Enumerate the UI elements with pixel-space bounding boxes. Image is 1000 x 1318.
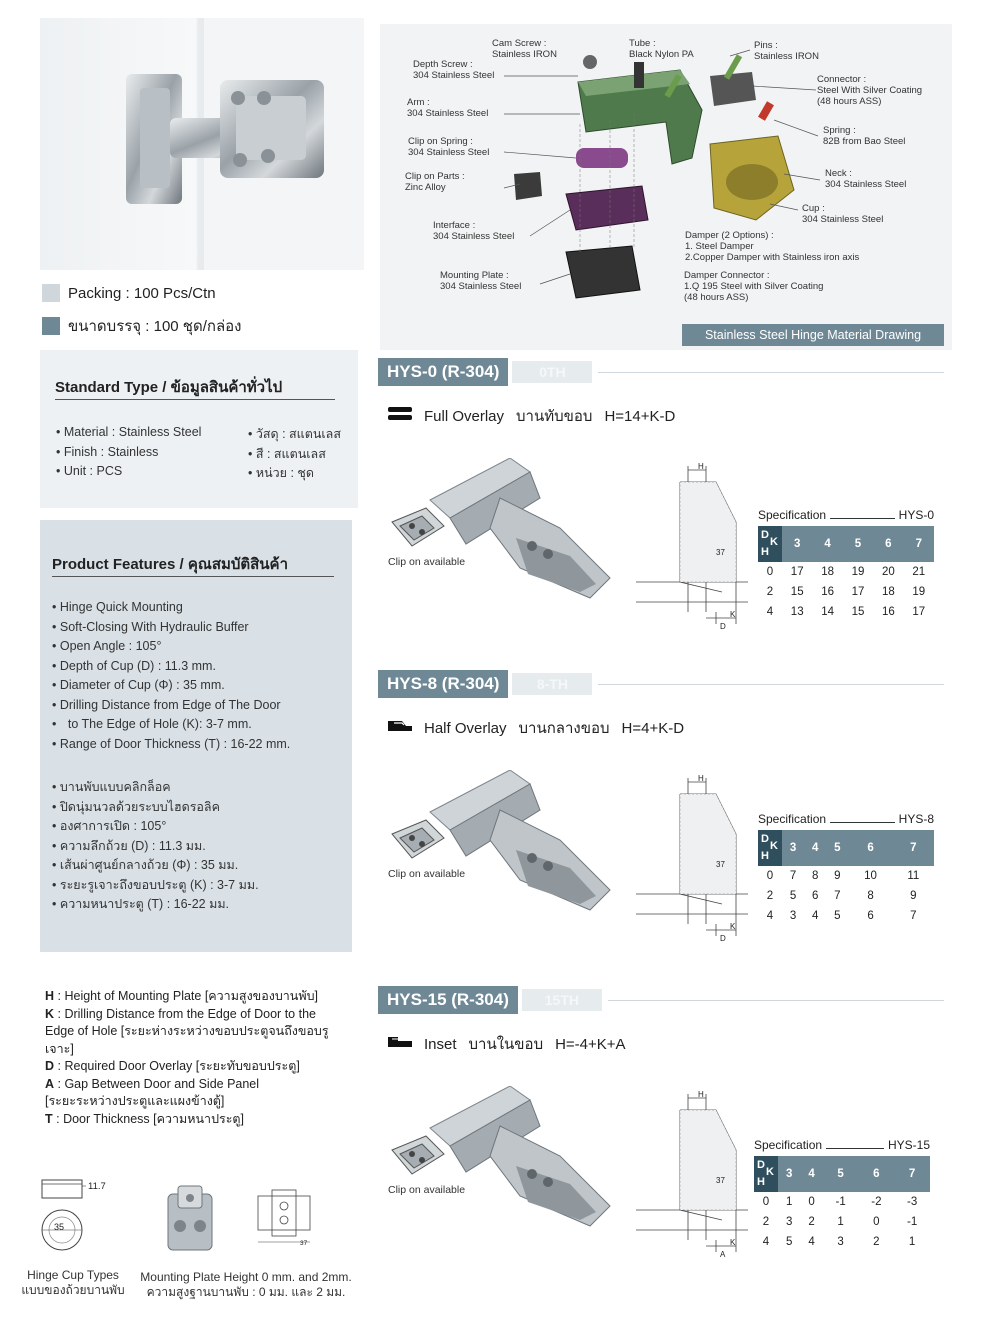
dim-bottom-label: D xyxy=(720,934,726,943)
spec-header xyxy=(758,812,934,826)
standard-th-item: • หน่วย : ชุด xyxy=(248,464,341,484)
spec-cell: 3 xyxy=(789,910,797,922)
spec-h-value: 4 xyxy=(766,606,774,618)
legend-line-k-cont xyxy=(45,1023,345,1058)
label-material: 304 Stainless Steel xyxy=(825,179,907,190)
legend-line-k xyxy=(45,1006,345,1024)
spec-row xyxy=(754,1232,930,1252)
spec-k-value: 5 xyxy=(823,1156,859,1192)
label-title: Depth Screw : xyxy=(413,59,473,70)
spec-cell: 9 xyxy=(834,870,841,882)
feature-en-item: • Open Angle : 105° xyxy=(52,637,290,657)
overlay-en: Full Overlay xyxy=(424,407,505,425)
drawing-caption: Stainless Steel Hinge Material Drawing xyxy=(682,324,944,346)
spec-cell: 2 xyxy=(808,1216,815,1228)
spec-underline xyxy=(830,518,895,519)
label-title: Interface : xyxy=(433,220,476,231)
label-title: Tube : xyxy=(629,38,656,49)
feature-en-item: • Diameter of Cup (Φ) : 35 mm. xyxy=(52,676,290,696)
spec-head-row xyxy=(754,1156,930,1192)
packing-en: Packing : 100 Pcs/Ctn xyxy=(68,284,216,302)
label-cup xyxy=(802,203,883,225)
cup-diameter-value: 35 xyxy=(54,1222,65,1232)
spec-axis-d: D xyxy=(761,833,769,845)
spec-cell: 0 xyxy=(873,1216,880,1228)
hinge-technical-drawing xyxy=(636,462,748,636)
label-depth-screw xyxy=(413,59,494,81)
spec-cell: 15 xyxy=(790,586,804,598)
label-title: Clip on Parts : xyxy=(405,171,465,182)
spec-model: HYS-0 xyxy=(898,508,934,522)
legend-lines xyxy=(45,988,345,1128)
standard-en-item: • Unit : PCS xyxy=(56,462,201,482)
plate-height-caption xyxy=(138,1270,354,1300)
spec-row xyxy=(758,886,934,906)
model-tag: HYS-8 (R-304) xyxy=(378,670,508,698)
spec-k-value: 7 xyxy=(904,526,934,562)
label-material: Steel With Silver Coating xyxy=(817,85,923,96)
model-rule xyxy=(598,684,944,685)
mounting-plate-outline xyxy=(248,1186,328,1256)
label-material: Stainless IRON xyxy=(754,51,819,62)
clip-on-caption: Clip on available xyxy=(388,868,466,880)
label-pins xyxy=(754,40,819,62)
spec-cell: 1 xyxy=(908,1236,916,1248)
spec-cell: 11 xyxy=(907,870,920,882)
label-title: Cam Screw : xyxy=(492,38,547,49)
packing-en-row xyxy=(42,284,216,302)
packing-swatch-dark xyxy=(42,317,60,335)
spec-row xyxy=(758,866,934,886)
dim-k-label: K xyxy=(730,922,736,931)
mounting-plate-photo xyxy=(150,1180,230,1260)
legend-text: : Drilling Distance from the Edge of Door to the xyxy=(57,1006,316,1021)
feature-th-item: • ความหนาประตู (T) : 16-22 มม. xyxy=(52,895,259,915)
spec-title: Specification xyxy=(758,508,827,522)
overlay-formula: H=14+K-D xyxy=(604,407,676,425)
spec-head-row xyxy=(758,526,934,562)
spec-k-value: 4 xyxy=(804,830,826,866)
model-rule xyxy=(608,1000,944,1001)
label-material: Stainless IRON xyxy=(492,49,557,60)
spec-k-value: 3 xyxy=(782,830,804,866)
hinge-product-image xyxy=(420,770,620,920)
spec-k-value: 4 xyxy=(800,1156,822,1192)
spec-title: Specification xyxy=(754,1138,823,1152)
spec-cell: 17 xyxy=(851,586,865,598)
spec-h-value: 4 xyxy=(766,910,774,922)
standard-title-rule xyxy=(55,399,335,400)
spec-cell: 6 xyxy=(867,910,874,922)
label-title: Neck : xyxy=(825,168,852,179)
label-note: (48 hours ASS) xyxy=(684,292,749,303)
model-header xyxy=(378,358,944,386)
spec-cell: 19 xyxy=(912,586,926,598)
spec-cell: 4 xyxy=(808,1236,815,1248)
spec-cell: 2 xyxy=(873,1236,880,1248)
label-title: Cup : xyxy=(802,203,825,214)
spec-cell: 7 xyxy=(910,910,917,922)
spec-h-value: 2 xyxy=(766,586,774,598)
standard-type-box xyxy=(40,350,358,508)
overlay-formula: H=4+K-D xyxy=(621,719,685,737)
legend-text: [ระยะระหว่างประตูและแผงข้างตู้] xyxy=(45,1094,225,1108)
legend-key: K xyxy=(45,1006,55,1021)
spec-cell: 5 xyxy=(785,1236,793,1248)
spec-cell: 10 xyxy=(864,870,877,882)
mounting-plate-drawing xyxy=(150,1180,230,1260)
legend-line-h xyxy=(45,988,345,1006)
clip-on-small-image xyxy=(386,1130,450,1186)
overlay-line xyxy=(388,404,675,428)
spec-h-value: 4 xyxy=(762,1236,770,1248)
feature-en-item: • Range of Door Thickness (T) : 16-22 mm. xyxy=(52,735,290,755)
legend-text: : Door Thickness [ความหนาประตู] xyxy=(56,1111,245,1126)
clip-on-caption: Clip on available xyxy=(388,556,466,568)
overlay-en: Half Overlay xyxy=(424,719,507,737)
spec-axis-h: H xyxy=(761,850,769,862)
feature-th-item: • บานพับแบบคลิกล็อค xyxy=(52,778,259,798)
spec-k-value: 5 xyxy=(843,526,873,562)
spec-cell: 18 xyxy=(881,586,895,598)
feature-en-continuation xyxy=(52,715,290,735)
spec-cell: 1 xyxy=(785,1196,793,1208)
spec-axis-k: K xyxy=(770,536,778,548)
spec-cell: -1 xyxy=(906,1216,918,1228)
spec-k-value: 7 xyxy=(893,830,934,866)
legend-line-a xyxy=(45,1076,345,1094)
overlay-type-icon xyxy=(388,1035,412,1053)
spec-row xyxy=(758,582,934,602)
standard-title: Standard Type / ข้อมูลสินค้าทั่วไป xyxy=(55,379,283,396)
spec-k-value: 3 xyxy=(782,526,812,562)
spec-cell: 8 xyxy=(867,890,874,902)
cup-types-caption xyxy=(18,1268,128,1298)
spec-k-value: 3 xyxy=(778,1156,800,1192)
material-drawing xyxy=(380,24,952,350)
spec-row xyxy=(758,906,934,926)
model-tag: HYS-0 (R-304) xyxy=(378,358,508,386)
legend-key: A xyxy=(45,1076,55,1091)
cup-types-en: Hinge Cup Types xyxy=(27,1268,119,1282)
spec-cell: 3 xyxy=(837,1236,844,1248)
spec-axis-corner xyxy=(754,1156,778,1192)
hinge-cup-diagram xyxy=(28,1172,118,1262)
feature-th-item: • เส้นผ่าศูนย์กลางถ้วย (Φ) : 35 มม. xyxy=(52,856,259,876)
spec-table-block xyxy=(754,1138,930,1252)
standard-th-list xyxy=(248,425,341,484)
dim-h-label: H xyxy=(698,774,704,783)
standard-th-item: • สี : สแตนเลส xyxy=(248,445,341,465)
spec-axis-h: H xyxy=(761,546,769,558)
label-material: 304 Stainless Steel xyxy=(413,70,495,81)
spec-cell: 16 xyxy=(881,606,895,618)
feature-en-continuation-text: to The Edge of Hole (K): 3-7 mm. xyxy=(67,717,252,731)
spec-axis-corner xyxy=(758,830,782,866)
model-tag: HYS-15 (R-304) xyxy=(378,986,518,1014)
overlay-line xyxy=(388,1032,626,1056)
label-material: 304 Stainless Steel xyxy=(408,147,490,158)
spec-cell: 13 xyxy=(790,606,804,618)
label-material: 304 Stainless Steel xyxy=(440,281,522,292)
label-material: Black Nylon PA xyxy=(629,49,694,60)
label-clip-parts xyxy=(405,171,465,193)
model-header xyxy=(378,986,944,1014)
legend-key: D xyxy=(45,1059,55,1073)
label-title: Damper (2 Options) : xyxy=(685,230,774,241)
standard-en-list xyxy=(56,423,201,482)
spec-cell: 14 xyxy=(821,606,834,618)
dim-h-label: H xyxy=(698,462,704,471)
legend-text: : Gap Between Door and Side Panel xyxy=(57,1076,260,1091)
overlay-type-icon xyxy=(388,719,412,737)
spec-cell: 8 xyxy=(812,870,819,882)
feature-en-item: • Soft-Closing With Hydraulic Buffer xyxy=(52,618,290,638)
dim-37-label: 37 xyxy=(716,860,725,869)
spec-cell: 5 xyxy=(789,890,797,902)
label-mounting-plate xyxy=(440,270,521,292)
hinge-technical-drawing xyxy=(636,774,748,948)
label-option: 1. Steel Damper xyxy=(685,241,754,252)
plate-height-th: ความสูงฐานบานพับ : 0 มม. และ 2 มม. xyxy=(146,1285,346,1299)
spec-k-value: 6 xyxy=(873,526,903,562)
spec-h-value: 0 xyxy=(762,1196,770,1208)
legend-key: T xyxy=(45,1111,53,1126)
spec-cell: 7 xyxy=(834,890,841,902)
label-damper xyxy=(685,230,859,263)
spec-axis-k: K xyxy=(766,1166,774,1178)
clip-on-small-image xyxy=(386,814,450,870)
label-title: Pins : xyxy=(754,40,778,51)
label-spring xyxy=(823,125,905,147)
label-material: Zinc Alloy xyxy=(405,182,446,193)
label-title: Arm : xyxy=(407,97,430,108)
product-features-box xyxy=(40,520,352,952)
label-option: 2.Copper Damper with Stainless iron axis xyxy=(685,252,860,263)
dim-37-label: 37 xyxy=(716,1176,725,1185)
spec-cell: 3 xyxy=(785,1216,793,1228)
spec-table xyxy=(758,526,934,622)
clip-on-caption: Clip on available xyxy=(388,1184,466,1196)
label-material: 304 Stainless Steel xyxy=(433,231,515,242)
model-rule xyxy=(598,372,944,373)
dim-h-label: H xyxy=(698,1090,704,1099)
packing-th-row xyxy=(42,314,242,338)
dim-bottom-label: D xyxy=(720,622,726,631)
legend-line-t xyxy=(45,1111,345,1129)
packing-th: ขนาดบรรจุ : 100 ชุด/กล่อง xyxy=(68,318,242,335)
packing-swatch-light xyxy=(42,284,60,302)
spec-cell: 15 xyxy=(851,606,865,618)
spec-model: HYS-8 xyxy=(898,812,934,826)
hinge-photo-illustration xyxy=(40,18,364,270)
label-title: Connector : xyxy=(817,74,867,85)
hinge-technical-drawing xyxy=(636,1090,748,1264)
spec-row xyxy=(758,602,934,622)
model-header xyxy=(378,670,944,698)
model-ghost-label: 0TH xyxy=(512,361,592,383)
spec-underline xyxy=(830,822,895,823)
spec-cell: 21 xyxy=(912,566,926,578)
spec-table xyxy=(758,830,934,926)
spec-k-value: 6 xyxy=(858,1156,894,1192)
feature-th-item: • ความลึกถ้วย (D) : 11.3 มม. xyxy=(52,837,259,857)
spec-table-block xyxy=(758,508,934,622)
spec-axis-k: K xyxy=(770,840,778,852)
spec-axis-h: H xyxy=(757,1176,765,1188)
label-connector xyxy=(817,74,922,107)
standard-en-item: • Material : Stainless Steel xyxy=(56,423,201,443)
label-material: 82B from Bao Steel xyxy=(823,136,906,147)
overlay-th: บานในขอบ xyxy=(468,1036,544,1053)
clip-on-small-image xyxy=(386,502,450,558)
label-tube xyxy=(629,38,694,60)
spec-k-value: 4 xyxy=(812,526,842,562)
legend-text: : Height of Mounting Plate [ความสูงของบานพับ] xyxy=(57,989,318,1003)
dimension-legend xyxy=(40,968,352,1148)
spec-axis-d: D xyxy=(757,1159,765,1171)
label-neck xyxy=(825,168,906,190)
legend-key: H xyxy=(45,989,55,1003)
overlay-th: บานกลางขอบ xyxy=(518,720,610,737)
feature-th-item: • องศาการเปิด : 105° xyxy=(52,817,259,837)
spec-k-value: 5 xyxy=(826,830,848,866)
feature-th-item: • ระยะรูเจาะถึงขอบประตู (K) : 3-7 มม. xyxy=(52,876,259,896)
spec-header xyxy=(754,1138,930,1152)
spec-cell: 20 xyxy=(881,566,895,578)
spec-k-value: 6 xyxy=(848,830,892,866)
label-title: Damper Connector : xyxy=(684,270,770,281)
overlay-type-icon xyxy=(388,407,412,425)
legend-line-d xyxy=(45,1058,345,1076)
label-damper-connector xyxy=(684,270,823,303)
model-ghost-label: 15TH xyxy=(522,989,602,1011)
spec-h-value: 0 xyxy=(766,566,774,578)
spec-head-row xyxy=(758,830,934,866)
plate-height-en: Mounting Plate Height 0 mm. and 2mm. xyxy=(140,1270,352,1284)
spec-h-value: 0 xyxy=(766,870,774,882)
product-photo xyxy=(40,18,364,270)
label-note: (48 hours ASS) xyxy=(817,96,882,107)
overlay-formula: H=-4+K+A xyxy=(555,1035,626,1053)
standard-en-item: • Finish : Stainless xyxy=(56,443,201,463)
dim-k-label: K xyxy=(730,1238,736,1247)
spec-row xyxy=(754,1192,930,1212)
feature-en-item: • Depth of Cup (D) : 11.3 mm. xyxy=(52,657,290,677)
label-title: Mounting Plate : xyxy=(440,270,509,281)
legend-text: : Required Door Overlay [ระยะทับขอบประตู] xyxy=(57,1059,300,1073)
label-interface xyxy=(433,220,514,242)
spec-cell: -2 xyxy=(871,1196,882,1208)
spec-table xyxy=(754,1156,930,1252)
spec-model: HYS-15 xyxy=(887,1138,930,1152)
label-material: 1.Q 195 Steel with Silver Coating xyxy=(684,281,824,292)
label-arm xyxy=(407,97,488,119)
spec-cell: 17 xyxy=(790,566,804,578)
features-title-rule xyxy=(52,576,334,577)
features-en-list xyxy=(52,598,290,754)
spec-cell: 0 xyxy=(808,1196,815,1208)
label-title: Spring : xyxy=(823,125,856,136)
spec-cell: -1 xyxy=(835,1196,846,1208)
overlay-en: Inset xyxy=(424,1035,457,1053)
standard-th-item: • วัสดุ : สแตนเลส xyxy=(248,425,341,445)
hinge-product-image xyxy=(420,458,620,608)
spec-cell: 4 xyxy=(812,910,819,922)
legend-text: Edge of Hole [ระยะห่างระหว่างขอบประตูจนถึงขอบรูเจาะ] xyxy=(45,1024,329,1056)
legend-line-a-cont xyxy=(45,1093,345,1111)
spec-row xyxy=(758,562,934,582)
model-ghost-label: 8-TH xyxy=(512,673,592,695)
spec-cell: 1 xyxy=(837,1216,844,1228)
features-th-list xyxy=(52,778,259,915)
spec-underline xyxy=(826,1148,884,1149)
spec-cell: 5 xyxy=(834,910,841,922)
spec-title: Specification xyxy=(758,812,827,826)
spec-cell: 7 xyxy=(789,870,797,882)
spec-cell: 18 xyxy=(821,566,834,578)
spec-cell: -3 xyxy=(906,1196,918,1208)
spec-h-value: 2 xyxy=(762,1216,770,1228)
spec-h-value: 2 xyxy=(766,890,774,902)
spec-table-block xyxy=(758,812,934,926)
dim-37-label: 37 xyxy=(716,548,725,557)
spec-row xyxy=(754,1212,930,1232)
label-cam-screw xyxy=(492,38,557,60)
label-clip-spring xyxy=(408,136,489,158)
feature-en-item: • Hinge Quick Mounting xyxy=(52,598,290,618)
spec-axis-corner xyxy=(758,526,782,562)
spec-header xyxy=(758,508,934,522)
overlay-th: บานทับขอบ xyxy=(516,408,593,425)
cup-types-th: แบบของถ้วยบานพับ xyxy=(21,1283,125,1297)
cup-depth-value: 11.7 xyxy=(88,1181,106,1192)
spec-cell: 6 xyxy=(812,890,819,902)
spec-k-value: 7 xyxy=(894,1156,930,1192)
overlay-line xyxy=(388,716,684,740)
feature-en-item: • Drilling Distance from Edge of The Door xyxy=(52,696,290,716)
dim-bottom-label: A xyxy=(720,1250,726,1259)
label-material: 304 Stainless Steel xyxy=(802,214,884,225)
features-title: Product Features / คุณสมบัติสินค้า xyxy=(52,556,288,573)
plate-dim-value: 37 xyxy=(300,1240,308,1247)
label-material: 304 Stainless Steel xyxy=(407,108,489,119)
spec-axis-d: D xyxy=(761,529,769,541)
mounting-plate-drawing-small xyxy=(248,1186,328,1256)
feature-th-item: • ปิดนุ่มนวลด้วยระบบไฮดรอลิค xyxy=(52,798,259,818)
label-title: Clip on Spring : xyxy=(408,136,473,147)
hinge-product-image xyxy=(420,1086,620,1236)
spec-cell: 17 xyxy=(912,606,926,618)
dim-k-label: K xyxy=(730,610,736,619)
spec-cell: 9 xyxy=(910,890,917,902)
spec-cell: 16 xyxy=(821,586,834,598)
spec-cell: 19 xyxy=(851,566,865,578)
